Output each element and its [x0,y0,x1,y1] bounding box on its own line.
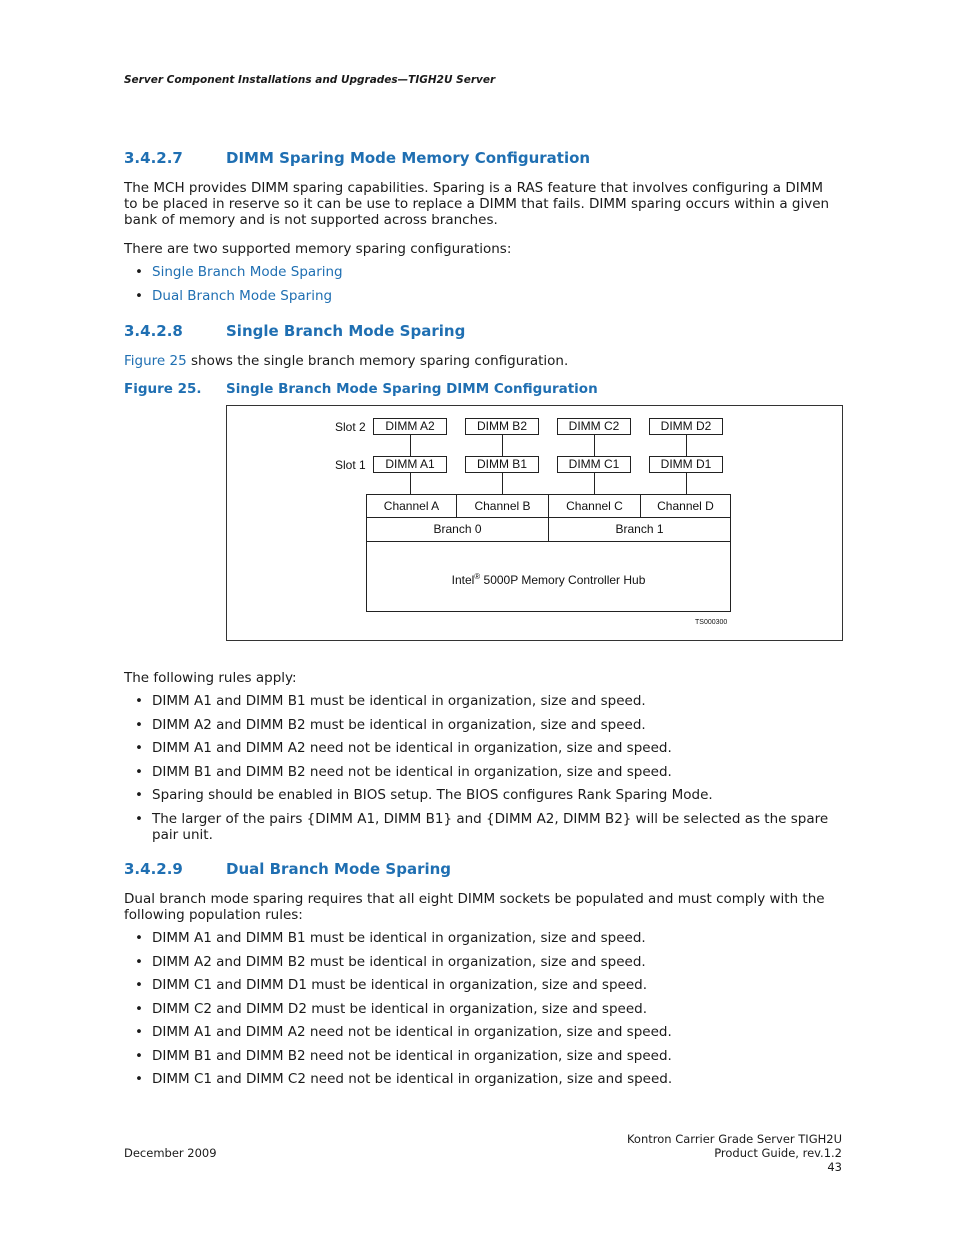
paragraph-dual-branch: Dual branch mode sparing requires that all eight DIMM sockets be populated and must comply with the following population rules: [124,891,825,923]
channel-c: Channel C [548,494,641,518]
rules-list [124,693,836,850]
list-item: • DIMM C2 and DIMM D2 must be identical in organization, size and speed. [124,1001,836,1017]
dimm-d1: DIMM D1 [649,456,723,473]
dimm-b1: DIMM B1 [465,456,539,473]
list-item [124,264,836,280]
list-item: • DIMM A2 and DIMM B2 must be identical in organization, size and speed. [124,954,836,970]
paragraph-figure-ref [124,353,834,369]
link-figure-25[interactable]: Figure 25 [124,353,187,369]
list-item [124,288,836,304]
paragraph-rules-intro: The following rules apply: [124,670,297,686]
figure-label: Figure 25. [124,381,202,397]
section-title: Dual Branch Mode Sparing [226,860,452,878]
figure-diagram [226,405,843,641]
dimm-d2: DIMM D2 [649,418,723,435]
footer-date: December 2009 [124,1146,217,1160]
memory-controller-hub [366,541,731,612]
list-item: • DIMM C1 and DIMM D1 must be identical in organization, size and speed. [124,977,836,993]
section-title: Single Branch Mode Sparing [226,322,466,340]
dimm-b2: DIMM B2 [465,418,539,435]
list-item: • Sparing should be enabled in BIOS setup. The BIOS configures Rank Sparing Mode. [124,787,836,803]
branch-0: Branch 0 [366,517,549,542]
footer-product-line: Product Guide, rev.1.2 [714,1146,842,1160]
dimm-c2: DIMM C2 [557,418,631,435]
link-dual-branch[interactable]: Dual Branch Mode Sparing [152,287,333,304]
running-header: Server Component Installations and Upgrades—TIGH2U Server [124,74,496,86]
config-link-list [124,264,836,311]
figure-code: TS000300 [695,619,728,626]
paragraph-sparing-intro: The MCH provides DIMM sparing capabilities. Sparing is a RAS feature that involves configuring a DIMM to be placed in reserve so it can be use to replace a DIMM that fails. DIMM sparing occurs within a given bank of memory and is not supported across branches. [124,180,830,228]
connector-line [410,435,411,456]
connector-line [686,473,687,494]
dimm-a2: DIMM A2 [373,418,447,435]
dimm-c1: DIMM C1 [557,456,631,473]
section-title: DIMM Sparing Mode Memory Configuration [226,149,591,167]
connector-line [502,473,503,494]
hub-name: 5000P Memory Controller Hub [480,573,646,587]
section-number: 3.4.2.9 [124,860,183,878]
slot-1-label: Slot 1 [335,458,366,472]
section-number: 3.4.2.8 [124,322,183,340]
figure-caption [124,381,598,397]
channel-b: Channel B [456,494,549,518]
list-item: • DIMM B1 and DIMM B2 need not be identical in organization, size and speed. [124,1048,836,1064]
list-item: • The larger of the pairs {DIMM A1, DIMM B1} and {DIMM A2, DIMM B2} will be selected as the spare pair unit. [124,811,836,843]
branch-1: Branch 1 [548,517,731,542]
connector-line [594,473,595,494]
connector-line [594,435,595,456]
section-heading-3-4-2-8 [124,322,465,340]
list-item: • DIMM A1 and DIMM B1 must be identical in organization, size and speed. [124,930,836,946]
list-item: • DIMM A1 and DIMM B1 must be identical in organization, size and speed. [124,693,836,709]
paragraph-supported-configs: There are two supported memory sparing configurations: [124,241,512,257]
section-number: 3.4.2.7 [124,149,183,167]
link-single-branch[interactable]: Single Branch Mode Sparing [152,264,343,280]
connector-line [686,435,687,456]
list-item: • DIMM A1 and DIMM A2 need not be identical in organization, size and speed. [124,740,836,756]
section-heading-3-4-2-7 [124,149,590,167]
dual-branch-rules-list [124,930,836,1095]
footer-product [627,1132,842,1174]
connector-line [502,435,503,456]
channel-d: Channel D [640,494,731,518]
list-item: • DIMM A1 and DIMM A2 need not be identical in organization, size and speed. [124,1024,836,1040]
list-item: • DIMM B1 and DIMM B2 need not be identical in organization, size and speed. [124,764,836,780]
list-item: • DIMM C1 and DIMM C2 need not be identical in organization, size and speed. [124,1071,836,1087]
list-item: • DIMM A2 and DIMM B2 must be identical in organization, size and speed. [124,717,836,733]
figure-title: Single Branch Mode Sparing DIMM Configuration [226,381,598,397]
registered-mark: ® [474,572,481,581]
connector-line [410,473,411,494]
paragraph-text: shows the single branch memory sparing configuration. [186,353,569,369]
dimm-a1: DIMM A1 [373,456,447,473]
footer-product-line: Kontron Carrier Grade Server TIGH2U [626,1132,842,1146]
page-number: 43 [827,1160,842,1174]
section-heading-3-4-2-9 [124,860,451,878]
slot-2-label: Slot 2 [335,420,366,434]
channel-a: Channel A [366,494,457,518]
hub-prefix: Intel [451,573,475,587]
